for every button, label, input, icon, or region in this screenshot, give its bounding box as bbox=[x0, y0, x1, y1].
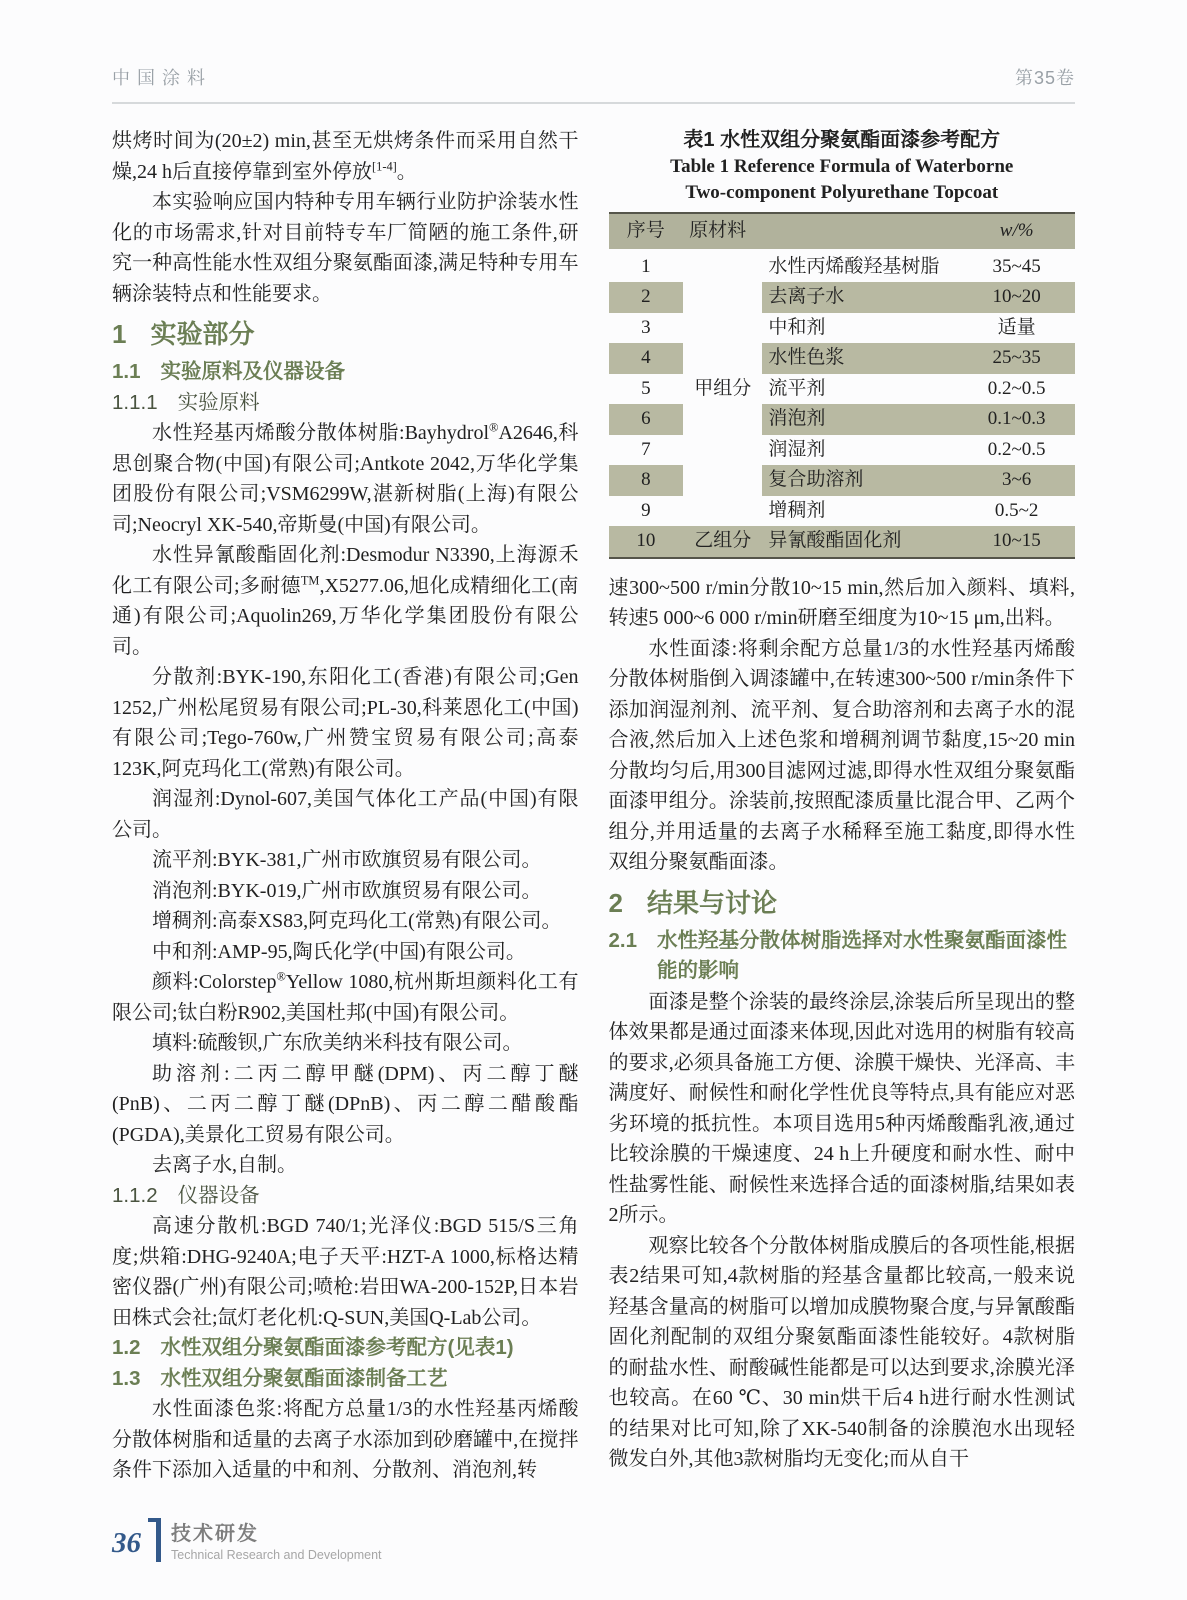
cell-component-group: 乙组分 bbox=[683, 526, 762, 558]
paragraph bbox=[112, 937, 579, 968]
left-column bbox=[112, 126, 579, 1486]
section-heading-1.1.2 bbox=[112, 1181, 579, 1212]
heading-text: 实验原料及仪器设备 bbox=[160, 360, 345, 383]
superscript: [1-4] bbox=[372, 158, 397, 173]
paragraph bbox=[112, 1150, 579, 1181]
cell-material: 去离子水 bbox=[762, 282, 958, 313]
heading-text: 水性双组分聚氨酯面漆制备工艺 bbox=[160, 1366, 448, 1390]
heading-text: 水性羟基分散体树脂选择对水性聚氨酯面漆性能的影响 bbox=[657, 928, 1067, 982]
table-row bbox=[609, 526, 1076, 558]
cell-index: 5 bbox=[641, 377, 651, 399]
paragraph bbox=[609, 634, 1076, 878]
paragraph bbox=[609, 573, 1076, 634]
heading-number: 1.1.1 bbox=[112, 390, 158, 414]
footer-section-block bbox=[171, 1518, 382, 1564]
right-column-text bbox=[609, 573, 1076, 1475]
text-run: 增稠剂:高泰XS83,阿克玛化工(常熟)有限公司。 bbox=[152, 910, 562, 932]
cell-index: 10 bbox=[609, 526, 684, 558]
section-heading-2 bbox=[609, 878, 1076, 926]
heading-text: 仪器设备 bbox=[177, 1183, 260, 1207]
section-heading-1.3 bbox=[112, 1364, 579, 1395]
heading-text: 水性双组分聚氨酯面漆参考配方(见表1) bbox=[160, 1336, 514, 1359]
table-row bbox=[609, 496, 1076, 527]
paragraph bbox=[112, 784, 579, 845]
section-heading-2.1 bbox=[609, 926, 1076, 987]
text-run: Yellow 1080,杭州斯坦颜料化工有限公司;钛白粉R902,美国杜邦(中国)有限公司。 bbox=[112, 971, 579, 1024]
cell-weight-percent: 0.2~0.5 bbox=[987, 377, 1046, 399]
cell-index: 7 bbox=[641, 438, 651, 460]
section-heading-1.1.1 bbox=[112, 388, 579, 419]
heading-number: 1.3 bbox=[112, 1366, 141, 1390]
cell-weight-percent: 3~6 bbox=[958, 465, 1075, 496]
heading-text: 实验部分 bbox=[150, 319, 255, 349]
superscript: ® bbox=[276, 969, 286, 984]
text-run: 。 bbox=[396, 160, 417, 183]
text-run: 分散剂:BYK-190,东阳化工(香港)有限公司;Gen 1252,广州松尾贸易有限公司;PL-30,科莱恩化工(中国)有限公司;Tego-760w,广州赞宝贸易有限公司;高泰123K,阿克玛化工(常熟)有限公司。 bbox=[112, 666, 579, 780]
text-run: ,X5277.06,旭化成精细化工(南通)有限公司;Aquolin269,万华化学集团股份有限公司。 bbox=[112, 574, 579, 658]
table-caption-en-line2: Two-component Polyurethane Topcoat bbox=[685, 182, 999, 203]
cell-weight-percent: 适量 bbox=[997, 316, 1036, 338]
paragraph bbox=[112, 967, 579, 1028]
heading-number: 2 bbox=[608, 887, 623, 918]
text-run: 面漆是整个涂装的最终涂层,涂装后所呈现出的整体效果都是通过面漆来体现,因此对选用的树脂有较高的要求,必须具备施工方便、涂膜干燥快、光泽高、丰满度好、耐候性和耐化学性优良等特点,具有能应对恶劣环境的抵抗性。本项目选用5种丙烯酸酯乳液,通过比较涂膜的干燥速度、24 h上升硬度和耐水性、耐中性盐雾性能、耐候性来选择合适的面漆树脂,结果如表2所示。 bbox=[608, 990, 1075, 1226]
cell-material: 消泡剂 bbox=[762, 404, 958, 435]
heading-number: 1.1.2 bbox=[112, 1183, 158, 1207]
cell-index: 9 bbox=[641, 499, 651, 521]
text-run: 水性羟基丙烯酸分散体树脂:Bayhydrol bbox=[152, 422, 490, 444]
cell-weight-percent: 0.1~0.3 bbox=[958, 404, 1075, 435]
cell-index: 6 bbox=[609, 404, 684, 435]
text-run: 高速分散机:BGD 740/1;光泽仪:BGD 515/S三角度;烘箱:DHG-9240A;电子天平:HZT-A 1000,标格达精密仪器(广州)有限公司;喷枪:岩田WA-200-152P,日本岩田株式会社;氙灯老化机:Q-SUN,美国Q-Lab公司。 bbox=[112, 1215, 579, 1329]
text-run: 中和剂:AMP-95,陶氏化学(中国)有限公司。 bbox=[152, 940, 526, 963]
footer-section-label: 技术研发 bbox=[171, 1523, 259, 1545]
table-row bbox=[609, 282, 1076, 313]
paragraph bbox=[112, 662, 579, 784]
cell-weight-percent: 10~15 bbox=[958, 526, 1075, 558]
page-number: 36 bbox=[112, 1527, 141, 1559]
cell-material: 中和剂 bbox=[768, 316, 826, 338]
text-run: 颜料:Colorstep bbox=[152, 971, 277, 993]
paragraph bbox=[112, 418, 579, 540]
text-run: 本实验响应国内特种专用车辆行业防护涂装水性化的市场需求,针对目前特专车厂简陋的施工条件,研究一种高性能水性双组分聚氨酯面漆,满足特种专用车辆涂装特点和性能要求。 bbox=[112, 191, 579, 305]
cell-weight-percent: 0.5~2 bbox=[994, 499, 1039, 521]
paragraph bbox=[112, 876, 579, 907]
table-row bbox=[609, 313, 1076, 344]
col-header-index: 序号 bbox=[609, 213, 684, 250]
heading-number: 1.1 bbox=[112, 360, 141, 383]
cell-index: 8 bbox=[609, 465, 684, 496]
paragraph bbox=[112, 1028, 579, 1059]
paragraph bbox=[112, 126, 579, 187]
cell-material: 流平剂 bbox=[768, 377, 826, 399]
cell-material: 异氰酸酯固化剂 bbox=[762, 526, 958, 558]
table-caption-zh: 表1 水性双组分聚氨酯面漆参考配方 bbox=[683, 129, 1001, 151]
section-heading-1.2 bbox=[112, 1333, 579, 1364]
paragraph bbox=[609, 1231, 1076, 1475]
cell-material: 复合助溶剂 bbox=[762, 465, 958, 496]
col-header-weight: w/% bbox=[958, 213, 1075, 250]
footer-section-label-en: Technical Research and Development bbox=[171, 1548, 382, 1562]
text-run: A2646,科思创聚合物(中国)有限公司;Antkote 2042,万华化学集团股份有限公司;VSM6299W,湛新树脂(上海)有限公司;Neocryl XK-540,帝斯曼(中国)有限公司。 bbox=[112, 422, 579, 536]
table-row bbox=[609, 465, 1076, 496]
cell-weight-percent: 10~20 bbox=[958, 282, 1075, 313]
superscript: TM bbox=[300, 572, 320, 587]
text-run: 观察比较各个分散体树脂成膜后的各项性能,根据表2结果可知,4款树脂的羟基含量都比较高,一般来说羟基含量高的树脂可以增加成膜物聚合度,与异氰酸酯固化剂配制的双组分聚氨酯面漆性能较好。4款树脂的耐盐水性、耐酸碱性能都是可以达到要求,涂膜光泽也较高。在60 ℃、30 min烘干后4 h进行耐水性测试的结果对比可知,除了XK-540制备的涂膜泡水出现轻微发白外,其他3款树脂均无变化;而从自干 bbox=[608, 1234, 1075, 1470]
footer-bracket-shape bbox=[148, 1518, 161, 1562]
journal-name: 中国涂料 bbox=[112, 68, 212, 88]
cell-index: 4 bbox=[609, 343, 684, 374]
paragraph bbox=[112, 540, 579, 662]
paragraph bbox=[112, 187, 579, 309]
paragraph bbox=[112, 1394, 579, 1486]
col-header-material: 原材料 bbox=[683, 213, 958, 250]
cell-weight-percent: 0.2~0.5 bbox=[987, 438, 1046, 460]
text-run: 水性面漆色浆:将配方总量1/3的水性羟基丙烯酸分散体树脂和适量的去离子水添加到砂磨罐中,在搅拌条件下添加入适量的中和剂、分散剂、消泡剂,转 bbox=[112, 1398, 579, 1481]
running-head bbox=[112, 64, 1075, 104]
text-run: 速300~500 r/min分散10~15 min,然后加入颜料、填料,转速5 000~6 000 r/min研磨至细度为10~15 μm,出料。 bbox=[608, 576, 1075, 629]
heading-text: 结果与讨论 bbox=[646, 887, 777, 918]
heading-number: 2.1 bbox=[608, 928, 637, 952]
paragraph bbox=[112, 906, 579, 937]
table-caption-en-line1: Table 1 Reference Formula of Waterborne bbox=[670, 156, 1014, 177]
heading-text: 实验原料 bbox=[177, 390, 260, 414]
heading-number: 1 bbox=[112, 319, 127, 349]
text-run: 水性面漆:将剩余配方总量1/3的水性羟基丙烯酸分散体树脂倒入调漆罐中,在转速300~500 r/min条件下添加润湿剂剂、流平剂、复合助溶剂和去离子水的混合液,然后加入上述色浆和增稠剂调节黏度,15~20 min分散均匀后,用300目滤网过滤,即得水性双组分聚氨酯面漆甲组分。涂装前,按照配漆质量比混合甲、乙两个组分,并用适量的去离子水稀释至施工黏度,即得水性双组分聚氨酯面漆。 bbox=[608, 637, 1075, 873]
text-run: 填料:硫酸钡,广东欣美纳米科技有限公司。 bbox=[152, 1032, 523, 1054]
table-row bbox=[609, 435, 1076, 466]
cell-index: 2 bbox=[609, 282, 684, 313]
cell-weight-percent: 35~45 bbox=[992, 255, 1041, 277]
paragraph bbox=[112, 845, 579, 876]
paragraph bbox=[112, 1211, 579, 1333]
page-footer bbox=[112, 1518, 1075, 1564]
cell-index: 1 bbox=[641, 255, 651, 277]
text-run: 助溶剂:二丙二醇甲醚(DPM)、丙二醇丁醚(PnB)、二丙二醇丁醚(DPnB)、丙二醇二醋酸酯(PGDA),美景化工贸易有限公司。 bbox=[112, 1062, 579, 1146]
section-heading-1 bbox=[112, 309, 579, 357]
formula-table-body bbox=[609, 250, 1076, 558]
text-run: 润湿剂:Dynol-607,美国气体化工产品(中国)有限公司。 bbox=[112, 788, 579, 841]
paragraph bbox=[112, 1059, 579, 1151]
text-run: 烘烤时间为(20±2) min,甚至无烘烤条件而采用自然干燥,24 h后直接停靠到室外停放 bbox=[112, 130, 579, 183]
cell-material: 润湿剂 bbox=[768, 438, 826, 460]
table-row bbox=[609, 343, 1076, 374]
table-block bbox=[609, 126, 1076, 559]
volume-label: 第35卷 bbox=[1014, 68, 1075, 88]
cell-material: 水性色浆 bbox=[762, 343, 958, 374]
cell-weight-percent: 25~35 bbox=[958, 343, 1075, 374]
formula-table-head bbox=[609, 213, 1076, 250]
heading-number: 1.2 bbox=[112, 1336, 141, 1359]
text-run: 消泡剂:BYK-019,广州市欧旗贸易有限公司。 bbox=[152, 879, 542, 902]
table-row bbox=[609, 404, 1076, 435]
cell-component-group: 甲组分 bbox=[694, 377, 752, 399]
right-column bbox=[609, 126, 1076, 1486]
header-row bbox=[609, 213, 1076, 250]
text-run: 流平剂:BYK-381,广州市欧旗贸易有限公司。 bbox=[152, 849, 542, 871]
text-run: 去离子水,自制。 bbox=[152, 1154, 297, 1176]
cell-material: 水性丙烯酸羟基树脂 bbox=[768, 255, 940, 277]
two-column-body bbox=[112, 126, 1075, 1486]
table-row bbox=[609, 250, 1076, 282]
cell-material: 增稠剂 bbox=[768, 499, 826, 521]
table-row bbox=[609, 374, 1076, 405]
cell-index: 3 bbox=[641, 316, 651, 338]
superscript: ® bbox=[489, 420, 499, 435]
paragraph bbox=[609, 987, 1076, 1231]
text-run: 水性异氰酸酯固化剂:Desmodur N3390,上海源禾化工有限公司;多耐德 bbox=[112, 544, 579, 597]
section-heading-1.1 bbox=[112, 357, 579, 388]
formula-table bbox=[609, 212, 1076, 559]
